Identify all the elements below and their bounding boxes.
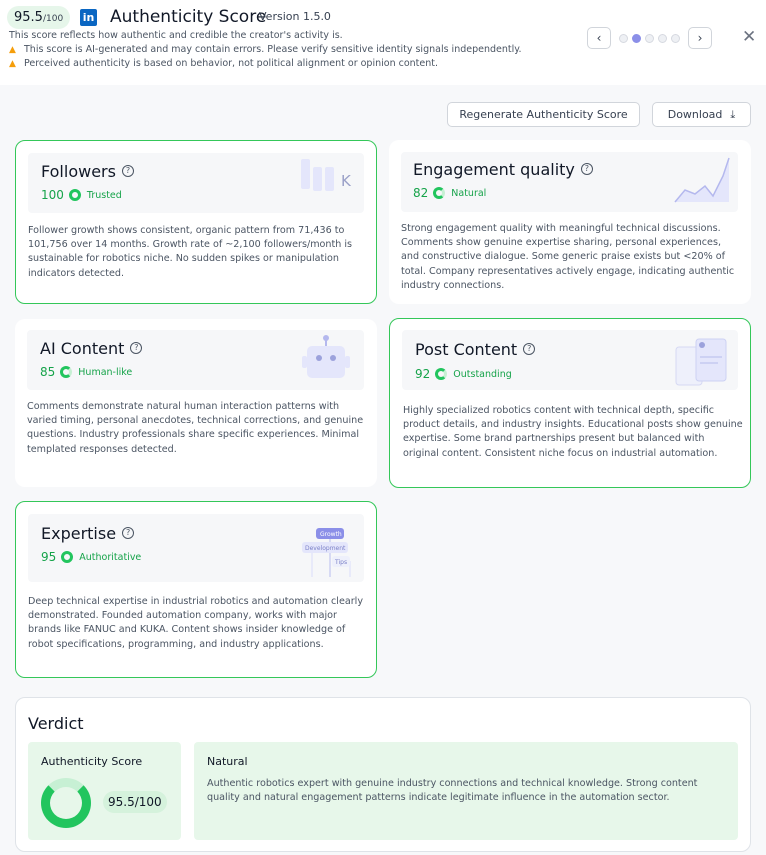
help-icon[interactable]: ? [130, 342, 142, 354]
card-title [415, 340, 535, 359]
verdict-text: Authentic robotics expert with genuine industry connections and technical knowledge. Strong content quality and natural engagement patterns indicate legitimate influence in the automation sector. [207, 778, 698, 804]
card-engagement [389, 140, 751, 304]
post-illustration-icon [672, 333, 734, 389]
score-row [415, 367, 512, 381]
card-description: Follower growth shows consistent, organic pattern from 71,436 to 101,756 over 14 months. Growth rate of ~2,100 followers/month is sustainable for robotics niche. No sudden spikes or manipulation indicators detected. [28, 225, 353, 279]
illus-label-tips: Tips [335, 559, 348, 566]
card-ai-content [15, 319, 377, 487]
card-description: Strong engagement quality with meaningful technical discussions. Comments show genuine expertise sharing, personal experiences, and constructive dialogue. Some generic praise exists but <20% of total. Company representatives actively engage, indicating authentic industry connections. [401, 223, 735, 291]
card-description: Comments demonstrate natural human interaction patterns with varied timing, personal anecdotes, technical corrections, and genuine questions. Industry professionals share specific experiences. Minimal templated responses detected. [27, 401, 364, 455]
help-icon[interactable]: ? [122, 165, 134, 177]
pager-dot[interactable] [671, 34, 680, 43]
card-description: Deep technical expertise in industrial robotics and automation clearly demonstrated. Founded automation company, works with major brands like FANUC and KUKA. Content shows insider knowledge of robot specifications, programming, and industry applications. [28, 596, 364, 650]
score-value: 92 [415, 367, 431, 381]
header [0, 0, 766, 85]
score-row [41, 188, 122, 202]
score-row [40, 365, 132, 379]
header-subtitle: This score reflects how authentic and credible the creator's activity is. [9, 30, 343, 41]
regenerate-button[interactable]: Regenerate Authenticity Score [447, 102, 640, 127]
verdict-panel [15, 697, 751, 852]
card-title [41, 162, 134, 181]
warning-line-1 [9, 44, 522, 55]
warning-icon: ▲ [9, 44, 16, 55]
card-title [40, 339, 142, 358]
score-value: 95 [41, 550, 57, 564]
card-followers [15, 140, 377, 304]
score-ring-icon [433, 187, 445, 199]
warning-text-2: Perceived authenticity is based on behavior, not political alignment or opinion content. [24, 58, 439, 69]
verdict-summary-box [194, 742, 738, 840]
help-icon[interactable]: ? [122, 527, 134, 539]
illus-label-growth: Growth [320, 531, 342, 538]
linkedin-icon: in [80, 9, 97, 26]
card-expertise [15, 501, 377, 678]
pager-dot[interactable] [658, 34, 667, 43]
pager-dot[interactable] [619, 34, 628, 43]
card-title-text: Followers [41, 162, 116, 181]
score-row [413, 186, 486, 200]
version-label: Version 1.5.0 [259, 10, 331, 23]
header-score-value: 95.5 [14, 10, 43, 25]
card-title-text: AI Content [40, 339, 125, 358]
next-button[interactable]: › [688, 27, 712, 49]
pager-dots [617, 34, 682, 43]
header-score-max: /100 [42, 14, 64, 24]
card-description: Highly specialized robotics content with technical depth, specific product details, and industry insights. Educational posts show genuine expertise. Some brand partnerships present but balanced with original content. Consistent niche focus on industrial automation. [403, 405, 743, 459]
warning-text-1: This score is AI-generated and may contain errors. Please verify sensitive identity signals independently. [24, 44, 522, 55]
card-title-text: Expertise [41, 524, 117, 543]
pager-dot[interactable] [645, 34, 654, 43]
verdict-score-badge: 95.5/100 [103, 791, 167, 813]
page-title: Authenticity Score [110, 7, 267, 27]
prev-button[interactable]: ‹ [587, 27, 611, 49]
score-label: Trusted [86, 189, 122, 201]
score-row [41, 550, 141, 564]
card-title-text: Engagement quality [413, 160, 575, 179]
score-label: Human-like [78, 366, 133, 378]
score-ring-icon [60, 366, 72, 378]
followers-illus-k: K [341, 172, 351, 190]
help-icon[interactable]: ? [523, 343, 535, 355]
score-value: 100 [41, 188, 64, 202]
close-icon[interactable]: ✕ [742, 27, 757, 47]
verdict-title: Verdict [28, 714, 84, 733]
card-title-text: Post Content [415, 340, 518, 359]
score-ring-icon [61, 551, 73, 563]
pager-dot[interactable] [632, 34, 641, 43]
verdict-score-box [28, 742, 181, 840]
warning-line-2 [9, 58, 438, 69]
verdict-label: Natural [207, 755, 248, 768]
score-ring-icon [69, 189, 81, 201]
pager [587, 27, 712, 49]
followers-illustration-icon [299, 157, 359, 197]
engagement-illustration-icon [673, 156, 733, 204]
warning-icon: ▲ [9, 58, 16, 69]
score-label: Authoritative [79, 551, 142, 563]
download-button[interactable] [652, 102, 751, 127]
score-value: 82 [413, 186, 429, 200]
expertise-illustration-icon [300, 525, 364, 581]
score-value: 85 [40, 365, 56, 379]
download-label: Download [667, 108, 723, 121]
robot-icon [299, 334, 355, 382]
score-label: Outstanding [453, 368, 512, 380]
help-icon[interactable]: ? [581, 163, 593, 175]
illus-label-development: Development [305, 545, 346, 552]
card-post-content [389, 318, 751, 488]
verdict-score-title: Authenticity Score [41, 755, 143, 768]
score-label: Natural [451, 187, 487, 199]
card-title [41, 524, 134, 543]
card-title [413, 160, 593, 179]
verdict-donut-icon [41, 778, 91, 828]
download-icon: ⤓ [730, 107, 736, 121]
score-ring-icon [435, 368, 447, 380]
header-score-badge [7, 6, 70, 29]
